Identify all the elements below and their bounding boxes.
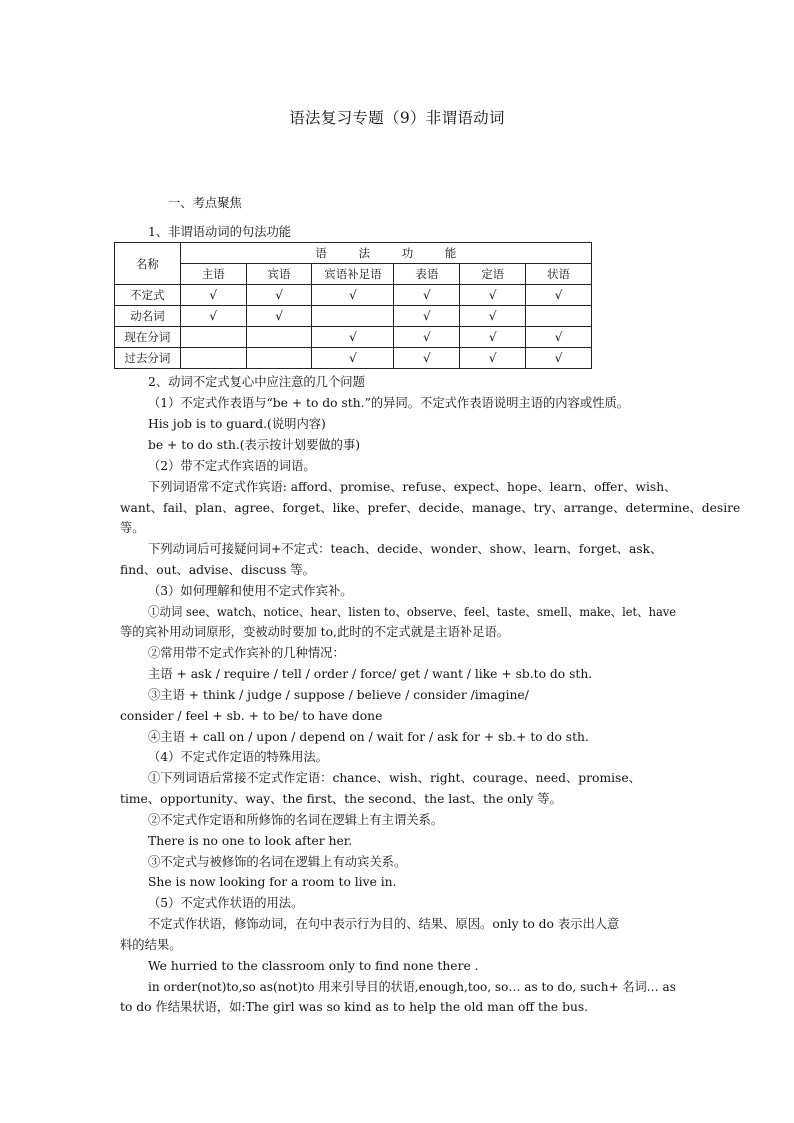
table-col-header: 状语 [526, 264, 592, 285]
check-cell: √ [460, 285, 526, 306]
row-name: 过去分词 [115, 348, 181, 369]
table-col-header: 主语 [180, 264, 246, 285]
table-name-header: 名称 [115, 243, 181, 285]
check-cell: √ [460, 306, 526, 327]
check-cell [526, 306, 592, 327]
body-line: find、out、advise、discuss 等。 [120, 563, 315, 577]
table-group-header: 语 法 功 能 [180, 243, 591, 264]
body-line: 主语 + ask / require / tell / order / force/ get / want / like + sb.to do sth. [148, 667, 593, 681]
check-cell [246, 348, 312, 369]
example-line: There is no one to look after her. [148, 834, 353, 848]
table-col-header: 定语 [460, 264, 526, 285]
check-cell: √ [394, 327, 460, 348]
example-line: His job is to guard.(说明内容) [148, 417, 326, 431]
point-heading: （1）不定式作表语与“be + to do sth.”的异同。不定式作表语说明主语的内容或性质。 [148, 396, 630, 410]
check-cell: √ [180, 306, 246, 327]
check-cell [246, 327, 312, 348]
subsection-heading: 1、非谓语动词的句法功能 [148, 225, 292, 239]
example-line: She is now looking for a room to live in. [148, 875, 397, 889]
table-row [115, 285, 592, 306]
row-name: 不定式 [115, 285, 181, 306]
table-col-header: 宾语补足语 [312, 264, 394, 285]
function-table [114, 242, 592, 369]
point-heading: （4）不定式作定语的特殊用法。 [148, 750, 328, 764]
check-cell: √ [394, 306, 460, 327]
body-line: ①下列词语后常接不定式作定语：chance、wish、right、courage、need、promise、 [148, 771, 641, 785]
check-cell: √ [526, 285, 592, 306]
subsection-heading: 2、动词不定式复心中应注意的几个问题 [148, 375, 365, 389]
body-line: 下列动词后可接疑问词+不定式：teach、decide、wonder、show、learn、forget、ask、 [148, 542, 663, 556]
page-title: 语法复习专题（9）非谓语动词 [289, 109, 505, 127]
check-cell: √ [394, 285, 460, 306]
body-line: 等。 [120, 521, 145, 535]
point-heading: （3）如何理解和使用不定式作宾补。 [148, 584, 353, 598]
body-line: 不定式作状语，修饰动词，在句中表示行为目的、结果、原因。only to do 表示出人意 [148, 917, 620, 931]
check-cell: √ [526, 327, 592, 348]
check-cell: √ [312, 285, 394, 306]
check-cell [180, 327, 246, 348]
section-heading: 一、考点聚焦 [168, 196, 242, 210]
check-cell: √ [246, 306, 312, 327]
check-cell: √ [312, 348, 394, 369]
example-line: We hurried to the classroom only to find none there . [148, 959, 479, 973]
body-line: time、opportunity、way、the first、the second、the last、the only 等。 [120, 792, 562, 806]
body-line: ②不定式作定语和所修饰的名词在逻辑上有主谓关系。 [148, 813, 444, 827]
body-line: in order(not)to,so as(not)to 用来引导目的状语,enough,too, so… as to do, such+ 名词… as [148, 980, 676, 994]
table-col-header: 表语 [394, 264, 460, 285]
body-line: 料的结果。 [120, 938, 182, 952]
body-line: want、fail、plan、agree、forget、like、prefer、decide、manage、try、arrange、determine、desire [120, 501, 741, 515]
example-line: be + to do sth.(表示按计划要做的事) [148, 438, 361, 452]
check-cell: √ [394, 348, 460, 369]
row-name: 现在分词 [115, 327, 181, 348]
point-heading: （5）不定式作状语的用法。 [148, 896, 304, 910]
row-name: 动名词 [115, 306, 181, 327]
check-cell: √ [460, 327, 526, 348]
check-cell [312, 306, 394, 327]
table-row [115, 306, 592, 327]
body-line: 等的宾补用动词原形，变被动时要加 to,此时的不定式就是主语补足语。 [120, 625, 510, 639]
body-line: ④主语 + call on / upon / depend on / wait for / ask for + sb.+ to do sth. [148, 730, 589, 744]
body-line: 下列词语常不定式作宾语: afford、promise、refuse、expect、hope、learn、offer、wish、 [148, 480, 677, 494]
table-col-header: 宾语 [246, 264, 312, 285]
body-line: to do 作结果状语，如:The girl was so kind as to help the old man off the bus. [120, 1000, 589, 1014]
table-row [115, 348, 592, 369]
body-line: ③不定式与被修饰的名词在逻辑上有动宾关系。 [148, 855, 407, 869]
body-line: ②常用带不定式作宾补的几种情况： [148, 646, 345, 660]
body-line: ①动词 see、watch、notice、hear、listen to、observe、feel、taste、smell、make、let、have [148, 605, 677, 619]
table-row [115, 327, 592, 348]
check-cell: √ [460, 348, 526, 369]
check-cell: √ [526, 348, 592, 369]
check-cell: √ [246, 285, 312, 306]
check-cell [180, 348, 246, 369]
body-line: consider / feel + sb. + to be/ to have done [120, 709, 383, 723]
point-heading: （2）带不定式作宾语的词语。 [148, 459, 316, 473]
body-line: ③主语 + think / judge / suppose / believe / consider /imagine/ [148, 688, 529, 702]
check-cell: √ [312, 327, 394, 348]
check-cell: √ [180, 285, 246, 306]
